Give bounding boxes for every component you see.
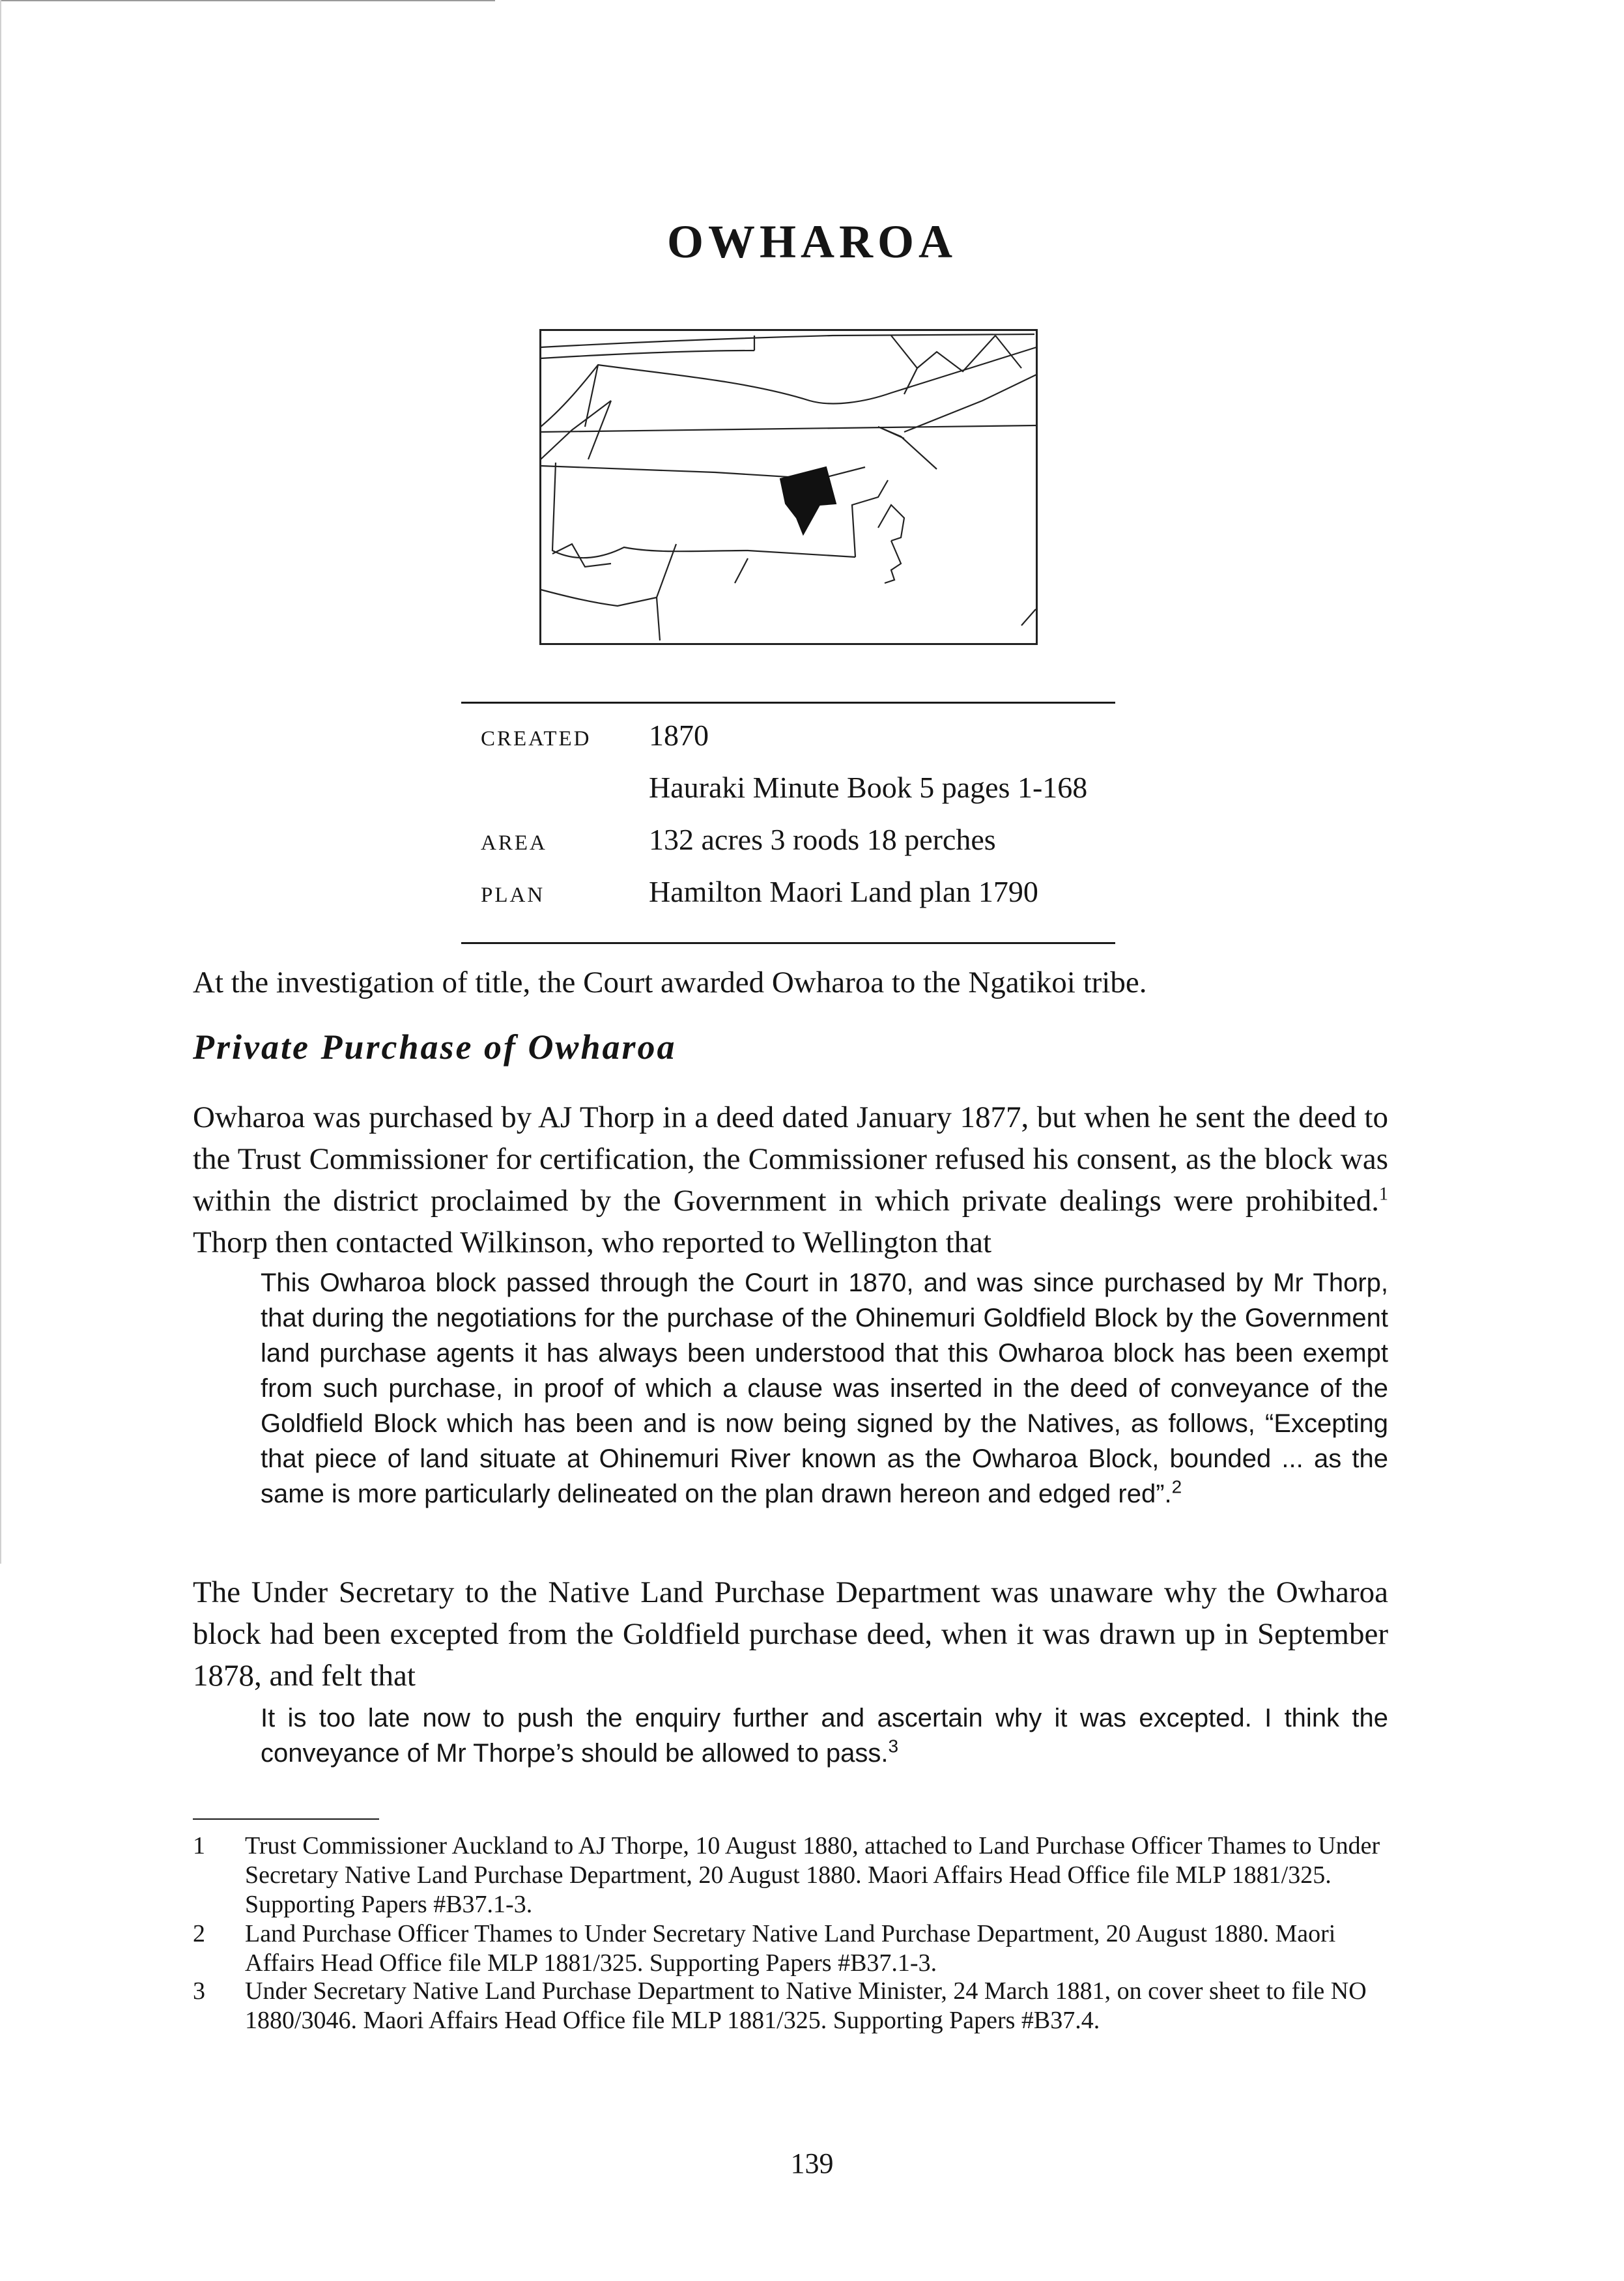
page-title: OWHAROA	[667, 216, 957, 268]
footnote-separator	[193, 1818, 379, 1820]
quote-text: It is too late now to push the enquiry further and ascertain why it was excepted. I think the conveyance of Mr Thorpe’s should be allowed to pass.	[261, 1704, 1388, 1768]
block-details-table	[461, 702, 1115, 944]
scan-edge-rule	[0, 0, 495, 1]
footnote-number: 2	[193, 1920, 205, 1947]
info-value: Hauraki Minute Book 5 pages 1-168	[649, 771, 1088, 804]
info-value: 1870	[649, 719, 709, 752]
paragraph-text: Owharoa was purchased by AJ Thorp in a deed dated January 1877, but when he sent the deed to the Trust Commissioner for certification, the Commissioner refused his consent, as the block was within the district proclaimed by the Government in which private dealings were prohibited.	[193, 1100, 1388, 1218]
info-row-area	[461, 822, 1115, 874]
info-label: CREATED	[481, 727, 591, 751]
footnote-number: 3	[193, 1977, 205, 2005]
block-boundary-map	[539, 329, 1038, 645]
footnote-ref: 1	[1379, 1184, 1388, 1205]
quote-text: This Owharoa block passed through the Court in 1870, and was since purchased by Mr Thorp, that during the negotiations for the purchase of the Ohinemuri Goldfield Block by the Government land purchase agents it has always been understood that this Owharoa block has been exempt from such purchase, in proof of which a clause was inserted in the deed of conveyance of the Goldfield Block which has been and is now being signed by the Natives, as follows, “Excepting that piece of land situate at Ohinemuri River known as the Owharoa Block, bounded ... as the same is more particularly delineated on the plan drawn hereon and edged red”.	[261, 1269, 1388, 1508]
footnote-3	[193, 1977, 1388, 2035]
info-label: AREA	[481, 831, 547, 855]
paragraph-text: Thorp then contacted Wilkinson, who reported to Wellington that	[193, 1226, 992, 1259]
page-number: 139	[790, 2147, 834, 2179]
body-paragraph-1	[193, 1097, 1388, 1263]
info-row-minute-book	[461, 770, 1115, 822]
footnote-ref: 2	[1171, 1476, 1182, 1497]
footnote-text: Trust Commissioner Auckland to AJ Thorpe, 10 August 1880, attached to Land Purchase Officer Thames to Under Secretary Native Land Purchase Department, 20 August 1880. Maori Affairs Head Office file MLP 1881/325. Supporting Papers #B37.1-3.	[245, 1832, 1380, 1918]
footnote-ref: 3	[888, 1736, 899, 1757]
info-row-created	[461, 718, 1115, 770]
info-value: Hamilton Maori Land plan 1790	[649, 875, 1038, 908]
body-paragraph-2: The Under Secretary to the Native Land Purchase Department was unaware why the Owharoa block had been excepted from the Goldfield purchase deed, when it was drawn up in September 1878, and felt that	[193, 1575, 1388, 1693]
info-row-plan	[461, 874, 1115, 926]
block-quote-1	[261, 1265, 1388, 1512]
info-label: PLAN	[481, 883, 545, 907]
location-map	[539, 329, 1038, 645]
footnote-number: 1	[193, 1832, 205, 1859]
section-heading: Private Purchase of Owharoa	[193, 1027, 677, 1067]
info-value: 132 acres 3 roods 18 perches	[649, 823, 996, 856]
block-quote-2	[261, 1700, 1388, 1771]
intro-paragraph: At the investigation of title, the Court awarded Owharoa to the Ngatikoi tribe.	[193, 966, 1147, 999]
footnote-text: Under Secretary Native Land Purchase Department to Native Minister, 24 March 1881, on cover sheet to file NO 1880/3046. Maori Affairs Head Office file MLP 1881/325. Supporting Papers #B37.4.	[245, 1977, 1367, 2034]
footnote-text: Land Purchase Officer Thames to Under Secretary Native Land Purchase Department, 20 August 1880. Maori Affairs Head Office file MLP 1881/325. Supporting Papers #B37.1-3.	[245, 1920, 1336, 1977]
footnote-1	[193, 1831, 1388, 1919]
footnote-2	[193, 1919, 1388, 1978]
